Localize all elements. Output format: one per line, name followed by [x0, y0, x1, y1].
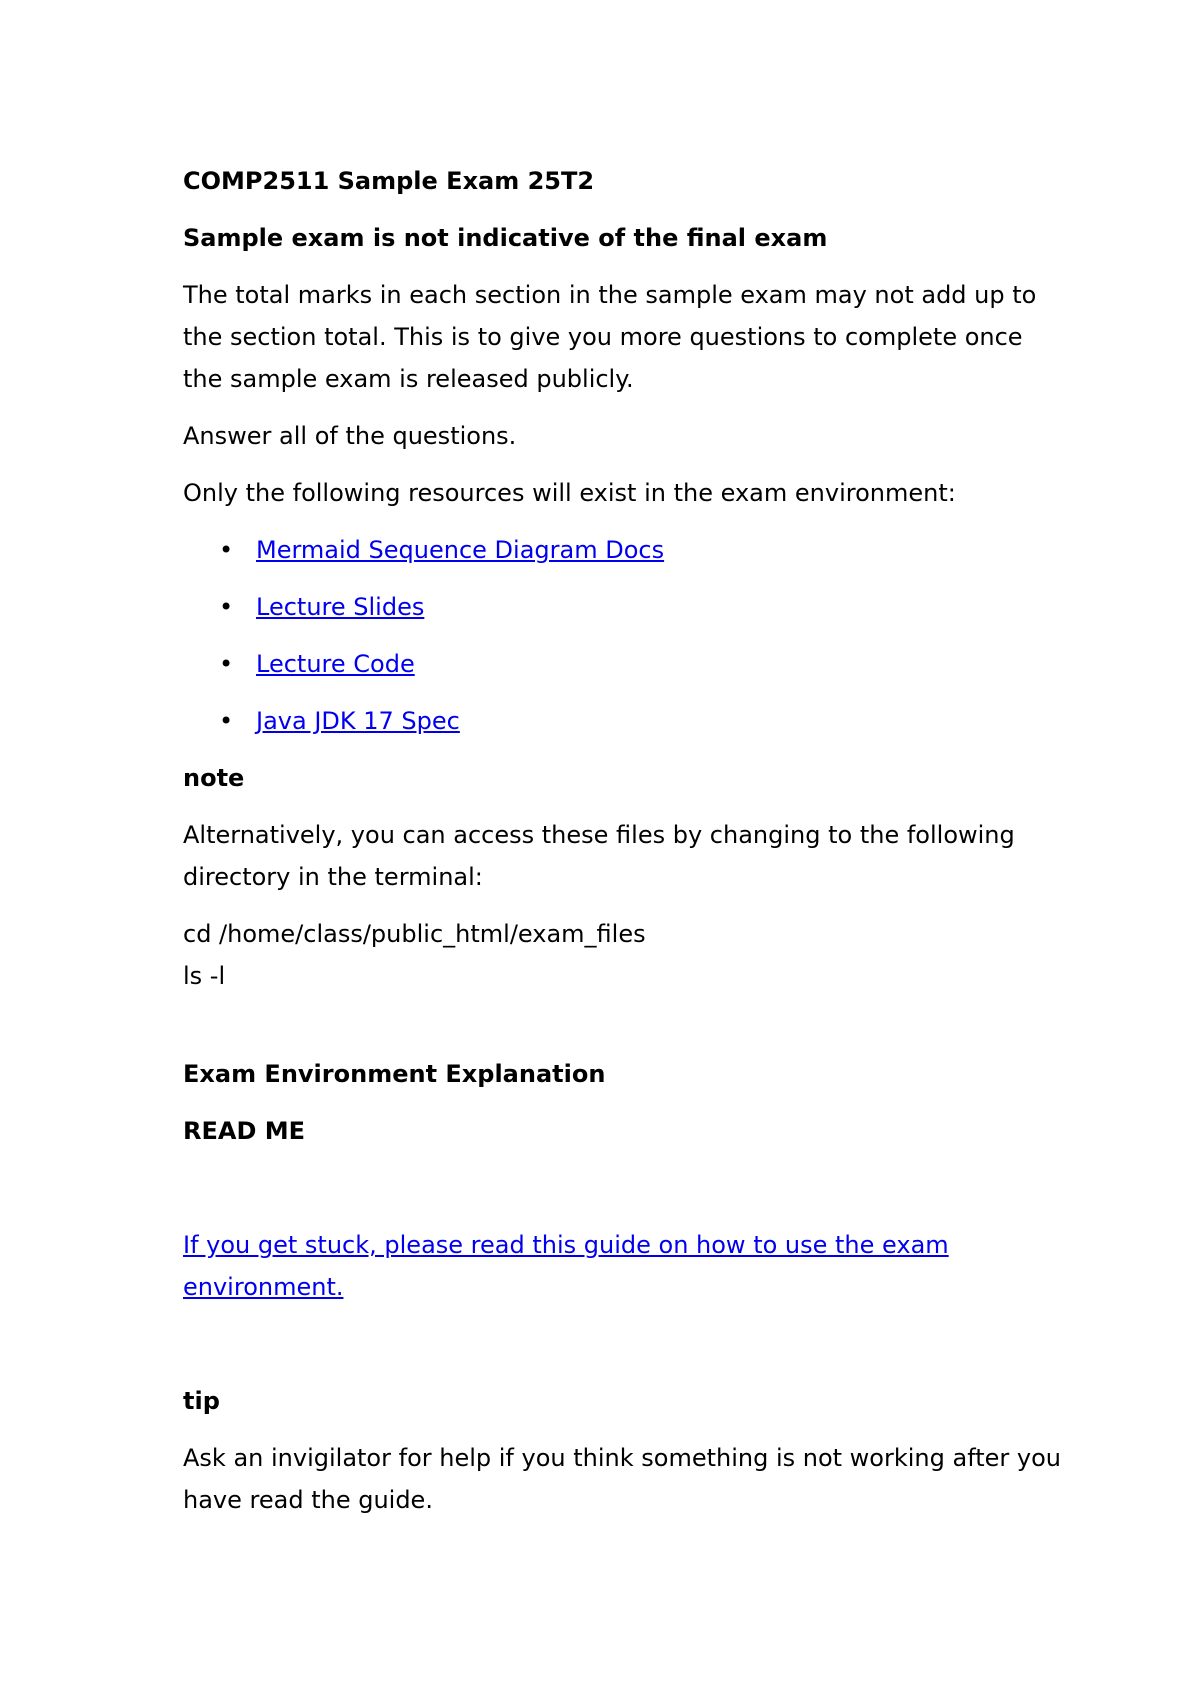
document-title: COMP2511 Sample Exam 25T2 — [183, 167, 595, 195]
exam-environment-heading: Exam Environment Explanation — [183, 1060, 606, 1088]
resource-link-java-jdk-spec[interactable]: Java JDK 17 Spec — [256, 707, 460, 735]
guide-link-paragraph — [183, 1224, 1063, 1308]
list-item — [183, 586, 1063, 628]
bullet-icon: • — [219, 593, 234, 621]
terminal-command-cd: cd /home/class/public_html/exam_files — [183, 920, 646, 948]
resource-link-mermaid-docs[interactable]: Mermaid Sequence Diagram Docs — [256, 536, 665, 564]
list-item — [183, 700, 1063, 742]
exam-environment-guide-link[interactable]: If you get stuck, please read this guide on how to use the exam environment. — [183, 1231, 949, 1301]
document-subtitle: Sample exam is not indicative of the final exam — [183, 224, 828, 252]
bullet-icon: • — [219, 536, 234, 564]
tip-heading: tip — [183, 1387, 220, 1415]
document-content — [183, 160, 1063, 1536]
resource-link-lecture-slides[interactable]: Lecture Slides — [256, 593, 425, 621]
note-heading: note — [183, 764, 245, 792]
bullet-icon: • — [219, 707, 234, 735]
list-item — [183, 529, 1063, 571]
terminal-commands — [183, 913, 1063, 997]
note-text: Alternatively, you can access these files by changing to the following directory in the terminal: — [183, 821, 1015, 891]
instruction-paragraph: Answer all of the questions. — [183, 422, 517, 450]
tip-text: Ask an invigilator for help if you think something is not working after you have read the guide. — [183, 1444, 1062, 1514]
resource-list — [183, 529, 1063, 742]
resources-intro: Only the following resources will exist in the exam environment: — [183, 479, 956, 507]
intro-paragraph: The total marks in each section in the sample exam may not add up to the section total. This is to give you more questions to complete once the sample exam is released publicly. — [183, 281, 1037, 393]
list-item — [183, 643, 1063, 685]
resource-link-lecture-code[interactable]: Lecture Code — [256, 650, 415, 678]
terminal-command-ls: ls -l — [183, 962, 226, 990]
readme-heading: READ ME — [183, 1117, 306, 1145]
bullet-icon: • — [219, 650, 234, 678]
